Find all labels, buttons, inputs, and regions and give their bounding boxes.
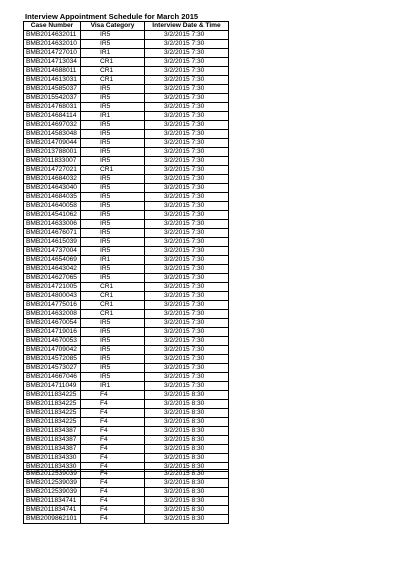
table-row bbox=[24, 76, 229, 85]
table-row bbox=[24, 515, 229, 524]
table-row bbox=[24, 346, 229, 355]
table-row bbox=[24, 256, 229, 265]
case-number-cell: BMB2014709042 bbox=[24, 346, 81, 355]
interview-date-cell: 3/2/2015 8:30 bbox=[145, 497, 229, 506]
interview-date-cell: 3/2/2015 7:30 bbox=[145, 76, 229, 85]
visa-category-cell: IR5 bbox=[81, 31, 145, 40]
interview-date-cell: 3/2/2015 8:30 bbox=[145, 515, 229, 524]
table-row bbox=[24, 103, 229, 112]
interview-date-cell: 3/2/2015 7:30 bbox=[145, 40, 229, 49]
visa-category-cell: IR5 bbox=[81, 211, 145, 220]
visa-category-cell: CR1 bbox=[81, 301, 145, 310]
visa-category-cell: IR5 bbox=[81, 184, 145, 193]
case-number-cell: BMB2011834741 bbox=[24, 497, 81, 506]
visa-category-cell: IR5 bbox=[81, 238, 145, 247]
case-number-cell: BMB2014632008 bbox=[24, 310, 81, 319]
table-row bbox=[24, 247, 229, 256]
case-number-cell: BMB2014697032 bbox=[24, 121, 81, 130]
table-row bbox=[24, 67, 229, 76]
case-number-cell: BMB2014667046 bbox=[24, 373, 81, 382]
visa-category-cell: F4 bbox=[81, 400, 145, 409]
case-number-cell: BMB2013788001 bbox=[24, 148, 81, 157]
visa-category-cell: IR1 bbox=[81, 382, 145, 391]
visa-category-cell: IR5 bbox=[81, 373, 145, 382]
table-row bbox=[24, 301, 229, 310]
case-number-cell: BMB2011834330 bbox=[24, 454, 81, 463]
visa-category-cell: IR5 bbox=[81, 94, 145, 103]
interview-date-cell: 3/2/2015 8:30 bbox=[145, 409, 229, 418]
table-row bbox=[24, 49, 229, 58]
visa-category-cell: CR1 bbox=[81, 310, 145, 319]
case-number-cell: BMB2012539039 bbox=[24, 488, 81, 497]
table-row bbox=[24, 427, 229, 436]
visa-category-cell: CR1 bbox=[81, 166, 145, 175]
case-number-cell: BMB2014627065 bbox=[24, 274, 81, 283]
visa-category-cell: IR5 bbox=[81, 130, 145, 139]
visa-category-cell: IR5 bbox=[81, 202, 145, 211]
case-number-cell: BMB2014713034 bbox=[24, 58, 81, 67]
interview-date-cell: 3/2/2015 7:30 bbox=[145, 301, 229, 310]
interview-date-cell: 3/2/2015 7:30 bbox=[145, 58, 229, 67]
visa-category-cell: IR5 bbox=[81, 121, 145, 130]
interview-date-cell: 3/2/2015 7:30 bbox=[145, 94, 229, 103]
visa-category-cell: F4 bbox=[81, 436, 145, 445]
case-number-cell: BMB2014615039 bbox=[24, 238, 81, 247]
table-row bbox=[24, 283, 229, 292]
schedule-table-body bbox=[24, 31, 229, 472]
case-number-cell: BMB2012539039 bbox=[24, 470, 81, 479]
interview-date-cell: 3/2/2015 7:30 bbox=[145, 31, 229, 40]
interview-date-cell: 3/2/2015 8:30 bbox=[145, 463, 229, 472]
case-number-cell: BMB2014711049 bbox=[24, 382, 81, 391]
interview-date-cell: 3/2/2015 8:30 bbox=[145, 488, 229, 497]
visa-category-cell: CR1 bbox=[81, 58, 145, 67]
interview-date-cell: 3/2/2015 7:30 bbox=[145, 238, 229, 247]
table-row bbox=[24, 409, 229, 418]
table-row bbox=[24, 454, 229, 463]
case-number-cell: BMB2014654069 bbox=[24, 256, 81, 265]
visa-category-cell: IR5 bbox=[81, 265, 145, 274]
visa-category-cell: F4 bbox=[81, 463, 145, 472]
visa-category-cell: IR5 bbox=[81, 220, 145, 229]
visa-category-cell: CR1 bbox=[81, 283, 145, 292]
interview-date-cell: 3/2/2015 8:30 bbox=[145, 418, 229, 427]
table-row bbox=[24, 139, 229, 148]
table-row bbox=[24, 229, 229, 238]
visa-category-cell: CR1 bbox=[81, 292, 145, 301]
header-interview-date-time: Interview Date & Time bbox=[145, 22, 229, 31]
interview-date-cell: 3/2/2015 7:30 bbox=[145, 310, 229, 319]
table-row bbox=[24, 166, 229, 175]
table-row bbox=[24, 391, 229, 400]
case-number-cell: BMB2015542037 bbox=[24, 94, 81, 103]
table-row bbox=[24, 94, 229, 103]
visa-category-cell: IR5 bbox=[81, 355, 145, 364]
table-row bbox=[24, 112, 229, 121]
table-row bbox=[24, 488, 229, 497]
case-number-cell: BMB2014573027 bbox=[24, 364, 81, 373]
interview-date-cell: 3/2/2015 7:30 bbox=[145, 148, 229, 157]
table-row bbox=[24, 382, 229, 391]
case-number-cell: BMB2011834387 bbox=[24, 436, 81, 445]
table-row bbox=[24, 497, 229, 506]
visa-category-cell: CR1 bbox=[81, 76, 145, 85]
case-number-cell: BMB2014684114 bbox=[24, 112, 81, 121]
table-row bbox=[24, 292, 229, 301]
interview-date-cell: 3/2/2015 7:30 bbox=[145, 265, 229, 274]
interview-date-cell: 3/2/2015 7:30 bbox=[145, 382, 229, 391]
interview-date-cell: 3/2/2015 7:30 bbox=[145, 283, 229, 292]
visa-category-cell: IR5 bbox=[81, 319, 145, 328]
header-visa-category: Visa Category bbox=[81, 22, 145, 31]
case-number-cell: BMB2014719016 bbox=[24, 328, 81, 337]
table-row bbox=[24, 157, 229, 166]
page-title: Interview Appointment Schedule for March 2015 bbox=[25, 12, 199, 21]
case-number-cell: BMB2011834225 bbox=[24, 418, 81, 427]
visa-category-cell: F4 bbox=[81, 479, 145, 488]
interview-date-cell: 3/2/2015 7:30 bbox=[145, 103, 229, 112]
case-number-cell: BMB2011834225 bbox=[24, 391, 81, 400]
visa-category-cell: IR5 bbox=[81, 229, 145, 238]
visa-category-cell: F4 bbox=[81, 515, 145, 524]
interview-date-cell: 3/2/2015 8:30 bbox=[145, 436, 229, 445]
table-row bbox=[24, 85, 229, 94]
interview-date-cell: 3/2/2015 7:30 bbox=[145, 229, 229, 238]
case-number-cell: BMB2011834225 bbox=[24, 400, 81, 409]
case-number-cell: BMB2014572085 bbox=[24, 355, 81, 364]
interview-date-cell: 3/2/2015 8:30 bbox=[145, 479, 229, 488]
interview-date-cell: 3/2/2015 7:30 bbox=[145, 175, 229, 184]
table-row bbox=[24, 148, 229, 157]
table-row bbox=[24, 238, 229, 247]
interview-date-cell: 3/2/2015 8:30 bbox=[145, 454, 229, 463]
visa-category-cell: IR1 bbox=[81, 112, 145, 121]
case-number-cell: BMB2014643042 bbox=[24, 265, 81, 274]
table-row bbox=[24, 373, 229, 382]
interview-date-cell: 3/2/2015 7:30 bbox=[145, 373, 229, 382]
visa-category-cell: F4 bbox=[81, 427, 145, 436]
interview-date-cell: 3/2/2015 7:30 bbox=[145, 67, 229, 76]
interview-date-cell: 3/2/2015 7:30 bbox=[145, 319, 229, 328]
case-number-cell: BMB2012539039 bbox=[24, 479, 81, 488]
table-row bbox=[24, 31, 229, 40]
interview-date-cell: 3/2/2015 7:30 bbox=[145, 202, 229, 211]
interview-date-cell: 3/2/2015 7:30 bbox=[145, 85, 229, 94]
case-number-cell: BMB2014684035 bbox=[24, 193, 81, 202]
visa-category-cell: F4 bbox=[81, 470, 145, 479]
interview-date-cell: 3/2/2015 7:30 bbox=[145, 193, 229, 202]
interview-date-cell: 3/2/2015 7:30 bbox=[145, 112, 229, 121]
visa-category-cell: IR5 bbox=[81, 103, 145, 112]
case-number-cell: BMB2014643040 bbox=[24, 184, 81, 193]
visa-category-cell: IR5 bbox=[81, 40, 145, 49]
case-number-cell: BMB2014583048 bbox=[24, 130, 81, 139]
visa-category-cell: IR5 bbox=[81, 337, 145, 346]
table-row bbox=[24, 328, 229, 337]
interview-date-cell: 3/2/2015 7:30 bbox=[145, 211, 229, 220]
case-number-cell: BMB2011833007 bbox=[24, 157, 81, 166]
case-number-cell: BMB2014684032 bbox=[24, 175, 81, 184]
case-number-cell: BMB2014633006 bbox=[24, 220, 81, 229]
case-number-cell: BMB2014709044 bbox=[24, 139, 81, 148]
visa-category-cell: IR5 bbox=[81, 139, 145, 148]
interview-date-cell: 3/2/2015 7:30 bbox=[145, 274, 229, 283]
case-number-cell: BMB2014640058 bbox=[24, 202, 81, 211]
interview-date-cell: 3/2/2015 7:30 bbox=[145, 157, 229, 166]
table-row bbox=[24, 121, 229, 130]
case-number-cell: BMB2011834387 bbox=[24, 445, 81, 454]
table-row bbox=[24, 479, 229, 488]
case-number-cell: BMB2014585037 bbox=[24, 85, 81, 94]
table-row bbox=[24, 355, 229, 364]
case-number-cell: BMB2014613031 bbox=[24, 76, 81, 85]
visa-category-cell: IR1 bbox=[81, 49, 145, 58]
visa-category-cell: F4 bbox=[81, 409, 145, 418]
case-number-cell: BMB2014670053 bbox=[24, 337, 81, 346]
table-row bbox=[24, 274, 229, 283]
table-row bbox=[24, 184, 229, 193]
interview-date-cell: 3/2/2015 8:30 bbox=[145, 427, 229, 436]
case-number-cell: BMB2014800043 bbox=[24, 292, 81, 301]
interview-date-cell: 3/2/2015 7:30 bbox=[145, 364, 229, 373]
case-number-cell: BMB2014632010 bbox=[24, 40, 81, 49]
schedule-table bbox=[23, 21, 229, 472]
table-row bbox=[24, 470, 229, 479]
case-number-cell: BMB2009862101 bbox=[24, 515, 81, 524]
visa-category-cell: F4 bbox=[81, 445, 145, 454]
case-number-cell: BMB2014737004 bbox=[24, 247, 81, 256]
interview-date-cell: 3/2/2015 7:30 bbox=[145, 220, 229, 229]
interview-date-cell: 3/2/2015 7:30 bbox=[145, 130, 229, 139]
visa-category-cell: IR5 bbox=[81, 346, 145, 355]
case-number-cell: BMB2014727021 bbox=[24, 166, 81, 175]
table-row bbox=[24, 418, 229, 427]
case-number-cell: BMB2014688011 bbox=[24, 67, 81, 76]
case-number-cell: BMB2014632011 bbox=[24, 31, 81, 40]
interview-date-cell: 3/2/2015 8:30 bbox=[145, 445, 229, 454]
visa-category-cell: IR5 bbox=[81, 157, 145, 166]
interview-date-cell: 3/2/2015 7:30 bbox=[145, 49, 229, 58]
table-header-row bbox=[24, 22, 229, 31]
table-row bbox=[24, 337, 229, 346]
case-number-cell: BMB2014541062 bbox=[24, 211, 81, 220]
case-number-cell: BMB2014775016 bbox=[24, 301, 81, 310]
table-row bbox=[24, 202, 229, 211]
table-row bbox=[24, 436, 229, 445]
interview-date-cell: 3/2/2015 7:30 bbox=[145, 328, 229, 337]
interview-date-cell: 3/2/2015 8:30 bbox=[145, 391, 229, 400]
visa-category-cell: CR1 bbox=[81, 67, 145, 76]
visa-category-cell: F4 bbox=[81, 454, 145, 463]
case-number-cell: BMB2014727010 bbox=[24, 49, 81, 58]
schedule-table-continued bbox=[23, 469, 229, 524]
interview-date-cell: 3/2/2015 7:30 bbox=[145, 139, 229, 148]
case-number-cell: BMB2014768031 bbox=[24, 103, 81, 112]
case-number-cell: BMB2011834741 bbox=[24, 506, 81, 515]
interview-date-cell: 3/2/2015 7:30 bbox=[145, 337, 229, 346]
table-row bbox=[24, 175, 229, 184]
interview-date-cell: 3/2/2015 7:30 bbox=[145, 355, 229, 364]
table-row bbox=[24, 211, 229, 220]
interview-date-cell: 3/2/2015 8:30 bbox=[145, 400, 229, 409]
visa-category-cell: IR5 bbox=[81, 175, 145, 184]
case-number-cell: BMB2011834387 bbox=[24, 427, 81, 436]
table-row bbox=[24, 265, 229, 274]
table-row bbox=[24, 193, 229, 202]
visa-category-cell: IR5 bbox=[81, 364, 145, 373]
interview-date-cell: 3/2/2015 7:30 bbox=[145, 256, 229, 265]
visa-category-cell: IR5 bbox=[81, 148, 145, 157]
table-row bbox=[24, 319, 229, 328]
visa-category-cell: IR5 bbox=[81, 274, 145, 283]
visa-category-cell: F4 bbox=[81, 497, 145, 506]
case-number-cell: BMB2014676071 bbox=[24, 229, 81, 238]
interview-date-cell: 3/2/2015 7:30 bbox=[145, 184, 229, 193]
table-row bbox=[24, 364, 229, 373]
table-row bbox=[24, 506, 229, 515]
visa-category-cell: IR5 bbox=[81, 247, 145, 256]
schedule-table-continued-body bbox=[24, 470, 229, 524]
table-row bbox=[24, 58, 229, 67]
table-row bbox=[24, 445, 229, 454]
table-row bbox=[24, 400, 229, 409]
interview-date-cell: 3/2/2015 8:30 bbox=[145, 506, 229, 515]
visa-category-cell: F4 bbox=[81, 488, 145, 497]
visa-category-cell: IR5 bbox=[81, 328, 145, 337]
case-number-cell: BMB2014721005 bbox=[24, 283, 81, 292]
interview-date-cell: 3/2/2015 7:30 bbox=[145, 166, 229, 175]
visa-category-cell: F4 bbox=[81, 418, 145, 427]
table-row bbox=[24, 310, 229, 319]
interview-date-cell: 3/2/2015 7:30 bbox=[145, 292, 229, 301]
interview-date-cell: 3/2/2015 8:30 bbox=[145, 470, 229, 479]
table-row bbox=[24, 130, 229, 139]
case-number-cell: BMB2014670054 bbox=[24, 319, 81, 328]
interview-date-cell: 3/2/2015 7:30 bbox=[145, 121, 229, 130]
visa-category-cell: IR5 bbox=[81, 193, 145, 202]
interview-date-cell: 3/2/2015 7:30 bbox=[145, 247, 229, 256]
visa-category-cell: IR1 bbox=[81, 256, 145, 265]
case-number-cell: BMB2011834225 bbox=[24, 409, 81, 418]
header-case-number: Case Number bbox=[24, 22, 81, 31]
visa-category-cell: IR5 bbox=[81, 85, 145, 94]
table-row bbox=[24, 40, 229, 49]
interview-date-cell: 3/2/2015 7:30 bbox=[145, 346, 229, 355]
case-number-cell: BMB2011834330 bbox=[24, 463, 81, 472]
visa-category-cell: F4 bbox=[81, 391, 145, 400]
table-row bbox=[24, 220, 229, 229]
visa-category-cell: F4 bbox=[81, 506, 145, 515]
